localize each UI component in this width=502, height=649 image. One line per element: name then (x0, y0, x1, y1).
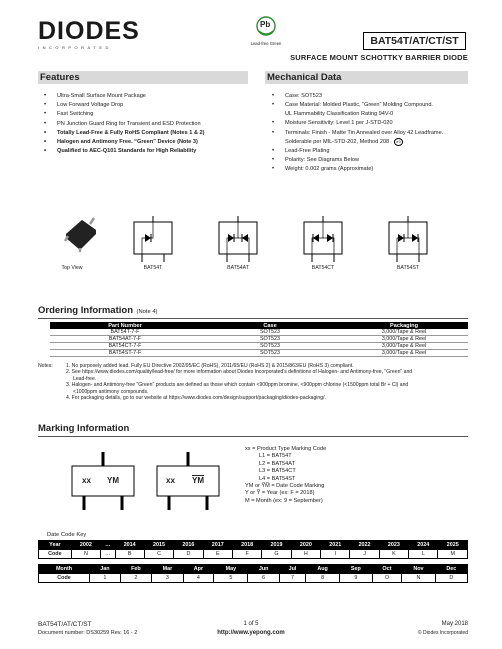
note-item: 3. Halogen- and Antimony-free "Green" products are defined as those which contain <900ppm bromine, <900ppm chlorine (<1500ppm total Br + Cl) and (66, 382, 409, 389)
page-subtitle: SURFACE MOUNT SCHOTTKY BARRIER DIODE (290, 53, 468, 62)
mech-item-terminals-cont (272, 138, 470, 147)
ordering-table (50, 322, 468, 357)
month-code-cell: D (435, 574, 467, 583)
feature-item: • Fast Switching (44, 110, 254, 119)
feature-item: • Low Forward Voltage Drop (44, 101, 254, 110)
feature-item: • Halogen and Antimony Free. “Green” Device (Note 3) (44, 138, 254, 147)
ordering-title (38, 305, 157, 316)
footer-page: 1 of 5 (243, 621, 259, 627)
year-cell: 2018 (232, 541, 261, 550)
marking-chip-1 (70, 452, 136, 510)
cell-packaging: 3,000/Tape & Reel (340, 336, 468, 343)
year-cell: 2019 (262, 541, 291, 550)
year-cell: 2015 (144, 541, 173, 550)
month-cell: Jan (90, 565, 121, 574)
month-code-cell: 9 (340, 574, 372, 583)
year-code-cell: I (321, 550, 350, 559)
marking-legend (245, 446, 465, 505)
chip1-xx: xx (82, 476, 91, 485)
year-code-cell: Code (39, 550, 72, 559)
diodes-logo (38, 17, 158, 50)
year-code-cell: D (174, 550, 203, 559)
lead-free-badge-text: Pb (260, 20, 271, 29)
chip2-ym: $\overline{YM}$ (192, 476, 204, 485)
package-diagram-bat54at (215, 216, 261, 262)
marking-rule (38, 436, 468, 437)
year-cell: 2014 (115, 541, 144, 550)
footer-date: May 2018 (441, 621, 468, 627)
note-item: 1. No purposely added lead. Fully EU Directive 2002/95/EC (RoHS), 2011/65/EU (RoHS 2) & 2015/863/EU (RoHS 3) compliant. (66, 363, 354, 369)
year-code-cell: H (291, 550, 320, 559)
notes-label: Notes: (38, 363, 53, 369)
mech-item-material-cont: UL Flammability Classification Rating 94V-0 (285, 111, 394, 118)
ordering-header-row (50, 322, 468, 329)
feature-item: • Ultra-Small Surface Mount Package (44, 92, 254, 101)
table-row (50, 329, 468, 336)
legend-line: xx = Product Type Marking Code (245, 446, 327, 452)
year-cell: … (101, 541, 115, 550)
e3-mark: e3 (394, 138, 403, 146)
year-code-cell: G (262, 550, 291, 559)
legend-line: L3 = BAT54CT (259, 468, 296, 475)
year-code-row (39, 550, 468, 559)
table-row (50, 350, 468, 357)
month-code-cell: 3 (152, 574, 183, 583)
month-cell: Mar (152, 565, 183, 574)
month-code-cell: 2 (120, 574, 151, 583)
date-code-key-title: Date Code Key (47, 532, 87, 538)
logo-wordmark: DIODES (38, 17, 140, 45)
cell-case: SOT523 (200, 329, 340, 336)
month-cell: Jul (279, 565, 305, 574)
footer-docnum: Document number: DS30259 Rev. 16 - 2 (38, 630, 138, 636)
mechanical-list (272, 92, 470, 174)
package-label: BAT54AT (227, 265, 249, 271)
year-cell: 2022 (350, 541, 379, 550)
mech-item-weight: • Weight: 0.002 grams (Approximate) (272, 165, 470, 174)
package-label: BAT54ST (396, 265, 420, 271)
cell-packaging: 3,000/Tape & Reel (340, 350, 468, 357)
mech-item-material: • Case Material: Molded Plastic, “Green” Molding Compound. (272, 101, 470, 110)
month-cell: Oct (372, 565, 402, 574)
cell-case: SOT523 (200, 343, 340, 350)
month-row (39, 565, 468, 574)
lead-free-icon (254, 15, 278, 39)
note-item-cont: <1000ppm antimony compounds. (73, 388, 149, 395)
col-part-number: Part Number (50, 322, 200, 329)
month-cell: Apr (183, 565, 214, 574)
year-cell: 2023 (379, 541, 408, 550)
month-cell: May (214, 565, 248, 574)
feature-item: • PN Junction Guard Ring for Transient and ESD Protection (44, 120, 254, 129)
part-number-box: BAT54T/AT/CT/ST (363, 32, 466, 50)
footer-copyright: © Diodes Incorporated (417, 630, 468, 636)
year-code-cell: K (379, 550, 408, 559)
table-row (50, 336, 468, 343)
year-code-cell: C (144, 550, 173, 559)
top-view-label: Top View (61, 265, 83, 271)
cell-part: BAT54CT-7-F (50, 343, 200, 350)
cell-case: SOT523 (200, 336, 340, 343)
month-cell: Aug (306, 565, 340, 574)
legend-line: M = Month (ex: 9 = September) (245, 497, 323, 504)
year-code-cell: M (438, 550, 468, 559)
month-code-cell: 8 (306, 574, 340, 583)
legend-line: L1 = BAT54T (259, 453, 292, 460)
month-code-row (39, 574, 468, 583)
mech-item-moisture: • Moisture Sensitivity: Level 1 per J-STD-020 (272, 119, 470, 128)
marking-chip-2 (155, 452, 221, 510)
month-code-cell: O (372, 574, 402, 583)
legend-line: L2 = BAT54AT (259, 460, 296, 467)
mechanical-title: Mechanical Data (267, 72, 342, 83)
year-cell: 2002 (71, 541, 100, 550)
ordering-notes (38, 363, 470, 401)
logo-subtitle: INCORPORATED (38, 45, 112, 50)
year-code-cell: J (350, 550, 379, 559)
cell-part: BAT54ST-7-F (50, 350, 200, 357)
mech-item-terminals: • Terminals: Finish - Matte Tin Annealed over Alloy 42 Leadframe. (272, 129, 470, 138)
month-code-cell: 1 (90, 574, 121, 583)
footer-url[interactable]: http://www.yepong.com (217, 630, 285, 636)
ordering-rule (38, 318, 468, 319)
year-cell: Year (39, 541, 72, 550)
month-cell: Jun (248, 565, 279, 574)
year-cell: 2021 (321, 541, 350, 550)
month-cell: Sep (340, 565, 372, 574)
month-code-cell: 5 (214, 574, 248, 583)
cell-packaging: 3,000/Tape & Reel (340, 343, 468, 350)
year-code-cell: F (232, 550, 261, 559)
mech-item-case: • Case: SOT523 (272, 92, 470, 101)
year-cell: 2024 (409, 541, 438, 550)
year-code-cell: L (409, 550, 438, 559)
year-code-table (38, 540, 468, 559)
mech-item-plating: • Lead-Free Plating (272, 147, 470, 156)
note-item-cont: Lead-free. (73, 375, 97, 382)
month-code-cell: 7 (279, 574, 305, 583)
year-code-cell: N (71, 550, 100, 559)
cell-part: BAT54T-7-F (50, 329, 200, 336)
lead-free-caption: Lead-free Green (250, 41, 282, 46)
month-code-cell: 6 (248, 574, 279, 583)
year-cell: 2020 (291, 541, 320, 550)
legend-line: YM or Y̅M̅ = Date Code Marking (245, 483, 325, 490)
footer-part: BAT54T/AT/CT/ST (38, 621, 92, 628)
legend-line: Y or Y̅ = Year (ex: F = 2018) (245, 490, 315, 497)
month-code-table (38, 564, 468, 583)
table-row (50, 343, 468, 350)
cell-packaging: 3,000/Tape & Reel (340, 329, 468, 336)
month-code-cell: Code (39, 574, 90, 583)
feature-item: • Qualified to AEC-Q101 Standards for High Reliability (44, 147, 254, 156)
package-label: BAT54CT (311, 265, 335, 271)
legend-line: L4 = BAT54ST (259, 475, 296, 482)
package-diagram-bat54t (130, 216, 176, 262)
note-item: 2. See https://www.diodes.com/quality/lead-free/ for more information about Diodes Incorporated’s definitions of Halogen- and Antimony-free, "Green" and (66, 369, 413, 376)
marking-title: Marking Information (38, 423, 130, 434)
col-packaging: Packaging (340, 322, 468, 329)
chip1-ym: YM (107, 476, 119, 485)
features-title: Features (40, 72, 80, 83)
col-case: Case (200, 322, 340, 329)
month-code-cell: N (402, 574, 435, 583)
chip2-xx: xx (166, 476, 175, 485)
year-code-cell: E (203, 550, 232, 559)
package-label: BAT54T (143, 265, 163, 271)
package-top-view (62, 212, 100, 252)
note-item: 4. For packaging details, go to our website at https://www.diodes.com/design/support/packaging/diodes-packaging/. (66, 395, 326, 402)
cell-part: BAT54AT-7-F (50, 336, 200, 343)
cell-case: SOT523 (200, 350, 340, 357)
feature-item: • Totally Lead-Free & Fully RoHS Compliant (Notes 1 & 2) (44, 129, 254, 138)
year-cell: 2016 (174, 541, 203, 550)
year-cell: 2017 (203, 541, 232, 550)
month-cell: Dec (435, 565, 467, 574)
month-cell: Feb (120, 565, 151, 574)
ordering-note-ref: (Note 4) (136, 309, 158, 315)
year-code-cell: … (101, 550, 115, 559)
ordering-title-text: Ordering Information (38, 305, 133, 316)
package-diagram-bat54ct (300, 216, 346, 262)
package-diagram-bat54st (385, 216, 431, 262)
mech-solderable: Solderable per MIL-STD-202, Method 208 (285, 138, 390, 145)
month-cell: Month (39, 565, 90, 574)
mech-item-polarity: • Polarity: See Diagrams Below (272, 156, 470, 165)
year-code-cell: B (115, 550, 144, 559)
month-cell: Nov (402, 565, 435, 574)
year-row (39, 541, 468, 550)
year-cell: 2025 (438, 541, 468, 550)
month-code-cell: 4 (183, 574, 214, 583)
features-list (44, 92, 254, 156)
